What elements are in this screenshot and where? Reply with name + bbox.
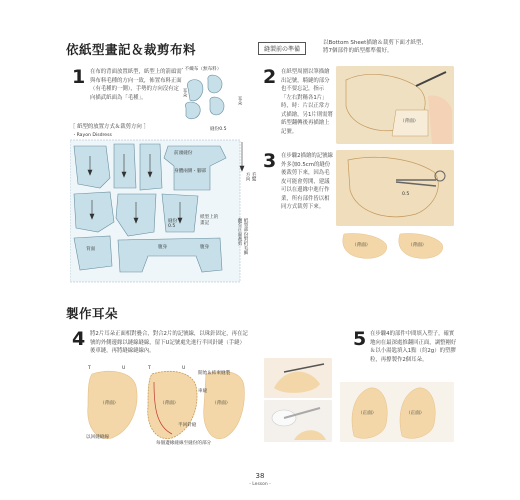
step-5-label-2: （正面）	[406, 411, 425, 416]
label-back-mid: （背面）	[160, 401, 179, 406]
label-front-head: 前頭縫份	[174, 151, 193, 156]
pattern-piece-1	[74, 146, 110, 188]
pattern-legend-title: ・不織布（無布料）	[180, 67, 222, 72]
ear-label-right: 耳朵	[237, 96, 242, 106]
pattern-legend	[180, 66, 246, 136]
label-back: 背面	[86, 247, 96, 252]
lesson-label: - Lesson -	[249, 482, 271, 487]
pattern-piece-4	[74, 192, 114, 232]
cut-part-label-2: （背面）	[408, 243, 427, 248]
step-number-2: 2	[263, 66, 277, 88]
step-2-photo-label: （背面）	[400, 119, 419, 124]
label-t-1: T	[88, 366, 91, 371]
step-1-text: 在布的背面放置紙型，紙型上的箭頭需與布料毛種的方向一致，佈置布料正面（有毛種的一側），手勢的方向沒有定向描武紙面為「毛種」。	[90, 69, 182, 101]
step-3-photo-art	[336, 150, 454, 226]
label-half-backstitch: 半回針縫	[178, 423, 197, 428]
label-seam-note: 以回縫縫線	[86, 435, 109, 440]
step-4-diagram	[82, 366, 250, 446]
label-belly-1: 腹身	[158, 245, 168, 250]
step-5-photo-2	[264, 400, 332, 442]
ear-pattern-3	[185, 102, 200, 119]
seam-allowance-label: 縫份0.5	[210, 127, 227, 132]
layout-box-title: ［ 紙型的放置方式＆裁剪方向 ］	[70, 124, 149, 130]
label-back-left: （背面）	[100, 401, 119, 406]
pattern-piece-2	[114, 144, 136, 188]
ear-pattern-2	[208, 75, 222, 93]
step-3-text: 在步驟2描繪的記號線外多加0.5cm的縫份後裁剪下來，因為毛皮可能會剪開，建議可以在邊緣中進行作業，所有部件皆以相同方式裁剪下來。	[281, 153, 333, 210]
step-2-photo	[336, 66, 454, 144]
label-u-1: U	[122, 366, 126, 371]
label-start-end: 開始＆結束縫製	[198, 371, 231, 376]
step-3-photo-label: 0.5	[402, 192, 410, 197]
label-body-side: 身體兩側・腳部	[174, 169, 207, 174]
label-belly-2: 腹身	[200, 245, 210, 250]
step-5-text: 在步驟4的部件中間填入塑子，確實地向在最深處推翻回正面，調整剛好＆以小湯匙填入1點（約2g）的塑膠粒，再撐製作2個耳朵。	[370, 331, 457, 363]
step-2-text: 在紙型周圍以筆描繪出記號，騎縫的部分也不要忘記，指示「左右對稱各1片」時，時：片以正常方式描繪，另1片則需將紙型翻轉後再描繪上記號。	[281, 69, 333, 135]
step-3-cut-parts	[340, 230, 452, 262]
step-number-3: 3	[263, 150, 277, 172]
section-title-pattern: 依紙型畫記＆裁剪布料	[66, 42, 197, 57]
step-number-5: 5	[353, 328, 367, 350]
preparation-note: 以Bottom Sheet描繪＆裁剪下面才紙型， 將7個部件的紙型都準備好。	[323, 40, 427, 54]
label-paper-mark: 紙型上的 畫記	[200, 215, 219, 226]
pattern-layout-svg	[70, 138, 250, 286]
section-title-ears: 製作耳朵	[66, 306, 119, 321]
fabric-name: ・Rayon Disdress	[72, 133, 112, 138]
label-seam: 縫份 0.5	[168, 219, 178, 229]
step-5-photo-1	[264, 358, 332, 398]
pattern-piece-3	[140, 144, 162, 190]
ear-pattern-4	[210, 97, 224, 115]
label-hair-direction: 毛髮 方向	[245, 172, 256, 182]
step-number-4: 4	[72, 328, 86, 350]
step-2-photo-art	[336, 66, 454, 144]
preparation-tag: 縫製前の準備	[258, 42, 306, 55]
ear-label-left: 耳朵	[182, 88, 187, 98]
page-number: 38	[255, 472, 265, 480]
label-back-right: （背面）	[212, 401, 231, 406]
step-number-1: 1	[72, 66, 86, 88]
pattern-piece-6	[74, 236, 112, 270]
step-4-text: 將2片耳朵正面相對疊合，對合2片的記號線，以珠針固定，再在記號的外側邊緣以縫線縫線，留下U記號處先進行半回針縫（手縫）後車縫，再將縫線縫線內。	[90, 331, 248, 354]
ear-pattern-1	[187, 80, 203, 101]
step-5-photo-3	[340, 382, 454, 442]
step-3-photo	[336, 150, 454, 226]
label-fold-note: 紙型部份對折毛細 翻至正面裁剪	[237, 218, 248, 255]
label-allowance-note: 每個邊緣縫線至縫份的部分	[156, 441, 212, 446]
cut-part-label-1: （背面）	[352, 243, 371, 248]
pattern-layout-diagram	[70, 138, 256, 286]
label-u-2: U	[182, 366, 186, 371]
label-t-2: T	[148, 366, 151, 371]
step-5-label-1: （正面）	[358, 411, 377, 416]
label-machine-sew: 車縫	[198, 389, 208, 394]
